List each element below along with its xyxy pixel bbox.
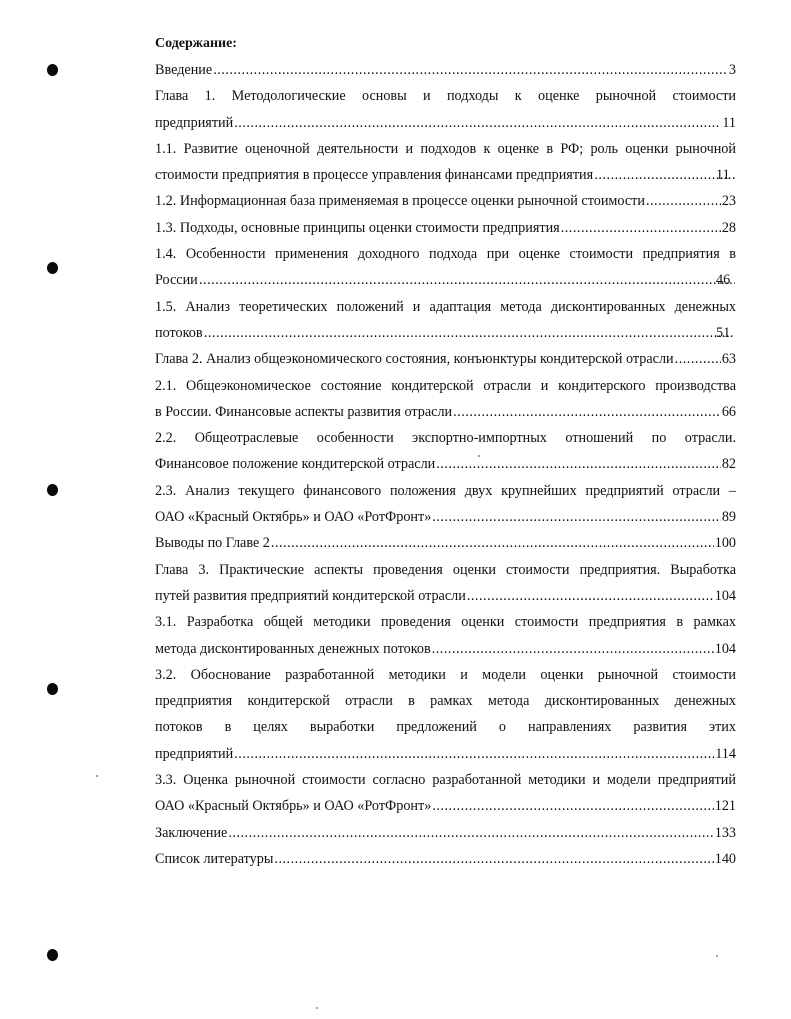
toc-entry-final-line: потоков ..... 51 (175, 320, 736, 346)
toc-entry-final-line (155, 846, 736, 872)
toc-entry-final-line (155, 741, 736, 767)
toc-entry-final-line (155, 215, 736, 241)
dot-leader (213, 57, 728, 83)
toc-page-number: 100 (714, 535, 736, 552)
toc-entry-final-line (155, 793, 736, 819)
toc-entry (155, 820, 736, 846)
toc-entry-final-line (155, 346, 736, 372)
toc-entry-line: 1.4. Особенности применения доходного подхода при оценке стоимости предприятия в (155, 246, 736, 263)
toc-entry-text: ОАО «Красный Октябрь» и ОАО «РотФронт» (155, 798, 432, 815)
toc-entry-text: предприятий (155, 745, 234, 762)
toc-entry (155, 425, 736, 478)
toc-title: Содержание: (155, 36, 237, 51)
binder-hole (47, 64, 58, 76)
toc-entry-line: потоков в целях выработки предложений о направлениях развития этих (155, 719, 736, 736)
toc-entry-final-line (155, 399, 736, 425)
toc-entry-final-line (155, 110, 736, 136)
toc-entry-text: путей развития предприятий кондитерской отрасли (155, 587, 466, 604)
toc-entry-final-line (155, 530, 736, 556)
dot-leader (228, 820, 713, 846)
toc-entry-line: 3.1. Разработка общей методики проведения оценки стоимости предприятия в рамках (155, 614, 736, 631)
toc-entry-line: 3.3. Оценка рыночной стоимости согласно разработанной методики и модели предприятий (155, 772, 736, 789)
toc-entry (155, 215, 736, 241)
dot-leader (467, 583, 714, 609)
toc-entry-text: 1.2. Информационная база применяемая в процессе оценки рыночной стоимости (155, 193, 645, 210)
toc-entry-text: Глава 2. Анализ общеэкономического состояния, конъюнктуры кондитерской отрасли (155, 351, 674, 368)
toc-entry (155, 478, 736, 531)
toc-entry-text: потоков (155, 324, 203, 341)
toc-page-number: 140 (714, 850, 736, 867)
toc-entry-final-line (155, 583, 736, 609)
toc-entry-final-line (155, 57, 736, 83)
toc-page-number: 114 (715, 745, 736, 762)
binder-hole (47, 262, 58, 274)
toc-entry-text: предприятий (155, 114, 234, 131)
dot-leader (432, 504, 720, 530)
toc-entry-text: метода дисконтированных денежных потоков (155, 640, 431, 657)
toc-page-number: 11 (722, 114, 736, 131)
dot-leader (436, 451, 721, 477)
toc-entry-line: 1.1. Развитие оценочной деятельности и подходов к оценке в РФ; роль оценки рыночной (155, 140, 736, 157)
dot-leader (432, 793, 713, 819)
toc-page-number: 89 (721, 509, 736, 526)
dot-leader (271, 530, 714, 556)
toc-entry-text: Заключение (155, 824, 228, 841)
table-of-contents (155, 31, 736, 872)
toc-page-number: 3 (728, 62, 736, 78)
toc-entry-final-line: России ..... 46 (175, 267, 736, 293)
toc-entry-text: России (155, 272, 198, 289)
toc-entry-line: 2.1. Общеэкономическое состояние кондитерской отрасли и кондитерского производства (155, 377, 736, 394)
toc-page-number: 66 (721, 403, 736, 420)
scan-speck (716, 955, 718, 957)
dot-leader (453, 399, 721, 425)
binder-hole (47, 683, 58, 695)
toc-entry-line: предприятия кондитерской отрасли в рамках метода дисконтированных денежных (155, 693, 736, 710)
toc-page-number: 121 (714, 798, 736, 815)
toc-entry-line: 2.2. Общеотраслевые особенности экспортно-импортных отношений по отрасли. (155, 430, 736, 447)
dot-leader (234, 110, 721, 136)
toc-entry (155, 294, 736, 347)
dot-leader (199, 267, 735, 293)
toc-entry (155, 188, 736, 214)
toc-entry (155, 346, 736, 372)
toc-entry (155, 530, 736, 556)
toc-entry-text: Введение (155, 62, 213, 78)
toc-entry-text: ОАО «Красный Октябрь» и ОАО «РотФронт» (155, 509, 432, 526)
toc-page-number: 104 (714, 587, 736, 604)
toc-entry (155, 241, 736, 294)
binder-hole (47, 484, 58, 496)
toc-entry (155, 557, 736, 610)
toc-entry (155, 83, 736, 136)
toc-entry-text: стоимости предприятия в процессе управления финансами предприятия (155, 167, 594, 184)
toc-entry-text: Финансовое положение кондитерской отрасли (155, 456, 436, 473)
toc-entries (155, 57, 736, 872)
toc-entry-line: 3.2. Обоснование разработанной методики и модели оценки рыночной стоимости (155, 666, 736, 683)
dot-leader (204, 320, 735, 346)
toc-entry-text: Выводы по Главе 2 (155, 535, 270, 552)
toc-page-number: 82 (721, 456, 736, 473)
toc-entry-text: 1.3. Подходы, основные принципы оценки стоимости предприятия (155, 219, 560, 236)
dot-leader (675, 346, 721, 372)
dot-leader (594, 162, 735, 188)
toc-page-number: 63 (721, 351, 736, 368)
toc-page-number: 23 (721, 193, 736, 210)
toc-entry (155, 57, 736, 83)
dot-leader (561, 215, 721, 241)
toc-entry (155, 767, 736, 820)
toc-entry-final-line (155, 451, 736, 477)
dot-leader (234, 741, 714, 767)
toc-entry-text: в России. Финансовые аспекты развития отрасли (155, 403, 453, 420)
dot-leader (432, 636, 714, 662)
toc-entry (155, 609, 736, 662)
dot-leader (274, 846, 713, 872)
toc-entry-line: Глава 3. Практические аспекты проведения оценки стоимости предприятия. Выработка (155, 561, 736, 578)
toc-entry-final-line (155, 636, 736, 662)
toc-page-number: 133 (714, 824, 736, 841)
toc-entry (155, 373, 736, 426)
toc-entry-final-line (155, 820, 736, 846)
toc-entry (155, 846, 736, 872)
toc-entry (155, 136, 736, 189)
scan-speck (96, 775, 98, 777)
toc-entry-final-line (155, 504, 736, 530)
toc-entry-line: 1.5. Анализ теоретических положений и адаптация метода дисконтированных денежных (155, 298, 736, 315)
binder-hole (47, 949, 58, 961)
toc-page-number: 104 (714, 640, 736, 657)
toc-entry-final-line (155, 188, 736, 214)
toc-entry-final-line: стоимости предприятия в процессе управления финансами предприятия ..... 11 (175, 162, 736, 188)
toc-entry-line: Глава 1. Методологические основы и подходы к оценке рыночной стоимости (155, 88, 736, 105)
toc-page-number: 28 (721, 219, 736, 236)
toc-entry (155, 662, 736, 767)
toc-entry-line: 2.3. Анализ текущего финансового положения двух крупнейших предприятий отрасли – (155, 482, 736, 499)
scan-speck (316, 1007, 318, 1009)
dot-leader (646, 188, 721, 214)
toc-entry-text: Список литературы (155, 850, 274, 867)
